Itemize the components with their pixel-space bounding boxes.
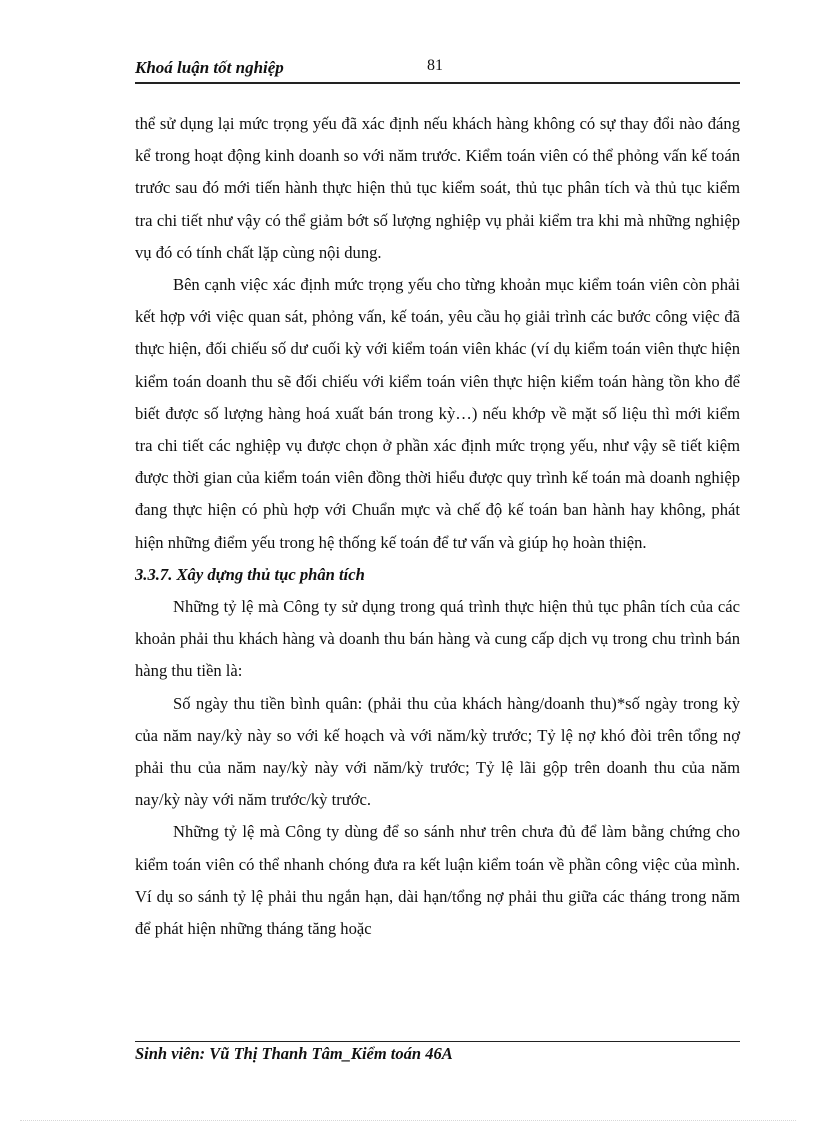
page-number: 81	[427, 57, 443, 74]
paragraph: Bên cạnh việc xác định mức trọng yếu cho từng khoản mục kiểm toán viên còn phải kết hợp với việc quan sát, phỏng vấn, kế toán, yêu cầu họ giải trình các bước công việc đã thực hiện, đối chiếu số dư cuối kỳ với kiểm toán viên khác (ví dụ kiểm toán viên thực hiện kiểm toán doanh thu sẽ đối chiếu với kiểm toán viên thực hiện kiểm toán hàng tồn kho để biết được số lượng hàng hoá xuất bán trong kỳ…) nếu khớp về mặt số liệu thì mới kiểm tra chi tiết các nghiệp vụ được chọn ở phần xác định mức trọng yếu, như vậy sẽ tiết kiệm được thời gian của kiểm toán viên đồng thời hiểu được quy trình kế toán mà doanh nghiệp đang thực hiện có phù hợp với Chuẩn mực và chế độ kế toán ban hành hay không, phát hiện những điểm yếu trong hệ thống kế toán để tư vấn và giúp họ hoàn thiện.	[135, 275, 740, 552]
section-heading: 3.3.7. Xây dựng thủ tục phân tích	[135, 564, 365, 584]
page-content	[135, 108, 740, 945]
page-footer	[135, 1041, 740, 1064]
header-title: Khoá luận tốt nghiệp	[135, 58, 284, 77]
paragraph: Những tỷ lệ mà Công ty dùng để so sánh như trên chưa đủ để làm bằng chứng cho kiểm toán viên có thể nhanh chóng đưa ra kết luận kiểm toán về phần công việc của mình. Ví dụ so sánh tỷ lệ phải thu ngắn hạn, dài hạn/tổng nợ phải thu giữa các tháng trong năm để phát hiện những tháng tăng hoặc	[135, 822, 740, 939]
paragraph: Những tỷ lệ mà Công ty sử dụng trong quá trình thực hiện thủ tục phân tích của các khoản phải thu khách hàng và doanh thu bán hàng và cung cấp dịch vụ trong chu trình bán hàng thu tiền là:	[135, 597, 740, 681]
page-header	[135, 56, 740, 84]
paragraph: thể sử dụng lại mức trọng yếu đã xác định nếu khách hàng không có sự thay đổi nào đáng kể trong hoạt động kinh doanh so với năm trước. Kiểm toán viên có thể phỏng vấn kế toán trước sau đó mới tiến hành thực hiện thủ tục kiểm soát, thủ tục phân tích và thủ tục kiểm tra chi tiết như vậy có thể giảm bớt số lượng nghiệp vụ phải kiểm tra khi mà những nghiệp vụ đó có tính chất lặp cùng nội dung.	[135, 114, 740, 262]
paragraph: Số ngày thu tiền bình quân: (phải thu của khách hàng/doanh thu)*số ngày trong kỳ của năm nay/kỳ này so với kế hoạch và với năm/kỳ trước; Tỷ lệ nợ khó đòi trên tổng nợ phải thu của năm nay/kỳ này với năm/kỳ trước; Tỷ lệ lãi gộp trên doanh thu của năm nay/kỳ này với năm trước/kỳ trước.	[135, 693, 740, 810]
footer-text: Sinh viên: Vũ Thị Thanh Tâm_Kiểm toán 46A	[135, 1044, 453, 1063]
page-edge-divider	[20, 1120, 796, 1121]
